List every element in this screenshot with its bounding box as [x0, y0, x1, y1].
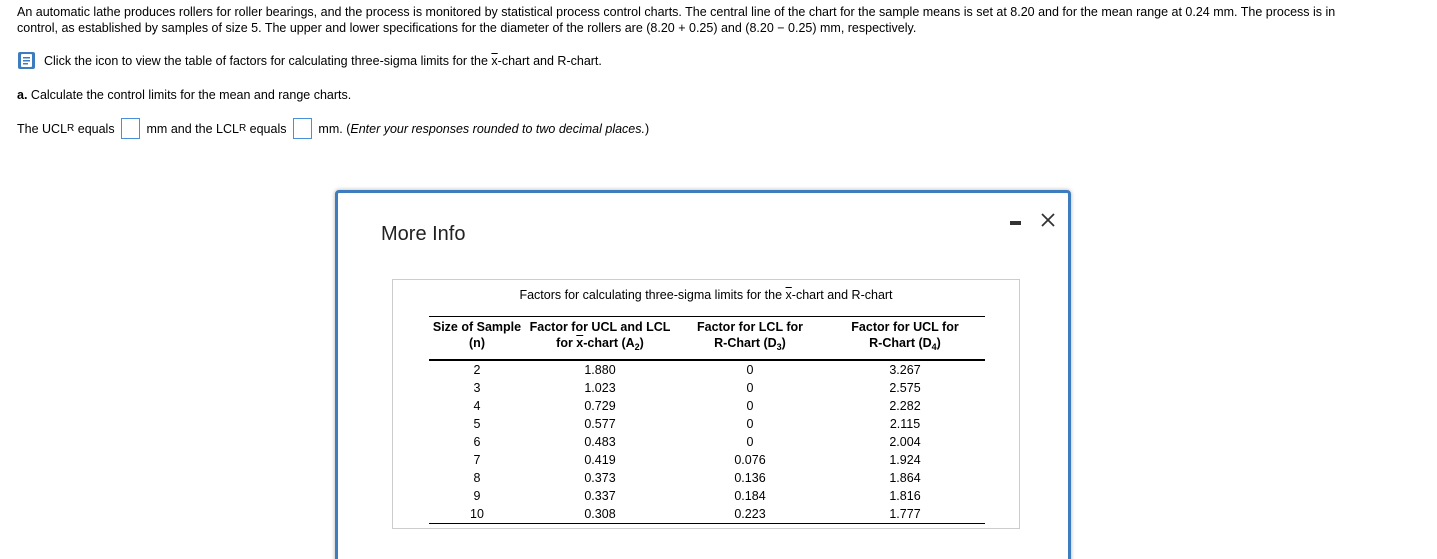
- factors-table-container: [392, 279, 1020, 529]
- table-row: 9 0.337 0.184 1.816: [473, 489, 921, 503]
- header-sample-size: Size of Sample (n): [429, 317, 525, 361]
- instruction-text: Click the icon to view the table of factors for calculating three-sigma limits for the $\overline{x}$-chart and R-chart.: [44, 53, 602, 68]
- table-row: 7 0.419 0.076 1.924: [473, 453, 921, 467]
- part-a-label: a.: [17, 88, 28, 102]
- minimize-icon[interactable]: [1010, 221, 1021, 225]
- table-row: 3 1.023 0 2.575: [473, 381, 921, 395]
- table-row: 8 0.373 0.136 1.864: [473, 471, 921, 485]
- part-a-heading: [17, 88, 351, 102]
- more-info-modal: [335, 190, 1071, 559]
- lcl-r-input[interactable]: [293, 118, 312, 139]
- book-icon[interactable]: [17, 51, 36, 70]
- table-row: 2 1.880 0 3.267: [473, 363, 921, 377]
- header-a2: Factor for UCL and LCL for $\overline{x}$-chart $(A_2)$: [525, 317, 675, 361]
- table-row: 5 0.577 0 2.115: [473, 417, 921, 431]
- ucl-r-input[interactable]: [121, 118, 140, 139]
- header-d3: Factor for LCL for R-Chart $(D_3)$: [675, 317, 825, 361]
- problem-line-2: control, as established by samples of size 5. The upper and lower specifications for the diameter of the rollers are (8.20 + 0.25) and (8.20 − 0.25) mm, respectively.: [17, 21, 917, 35]
- rounding-hint: Enter your responses rounded to two decimal places.: [350, 121, 645, 136]
- part-a-text: Calculate the control limits for the mean and range charts.: [27, 88, 352, 102]
- header-d4: Factor for UCL for R-Chart $(D_4)$: [825, 317, 985, 361]
- factors-table: [429, 316, 985, 524]
- modal-title: More Info: [381, 223, 466, 245]
- table-row: 10 0.308 0.223 1.777: [429, 505, 985, 524]
- table-caption: Factors for calculating three-sigma limits for the $\overline{x}$-chart and R-chart: [519, 288, 893, 302]
- problem-line-1: An automatic lathe produces rollers for roller bearings, and the process is monitored by statistical process control charts. The central line of the chart for the sample means is set at 8.20 and for the mean range at 0.24 mm. The process is in: [17, 5, 1336, 19]
- table-row: 6 0.483 0 2.004: [473, 435, 921, 449]
- table-header-row: [429, 317, 985, 361]
- table-row: 4 0.729 0 2.282: [473, 399, 921, 413]
- problem-statement: [17, 4, 1417, 36]
- close-icon[interactable]: [1038, 210, 1058, 230]
- table-link-row: [17, 51, 602, 70]
- answer-line: The UCL R equals mm and the LCL R equals mm. ( Enter your responses rounded to two decimal places. ): [17, 118, 649, 139]
